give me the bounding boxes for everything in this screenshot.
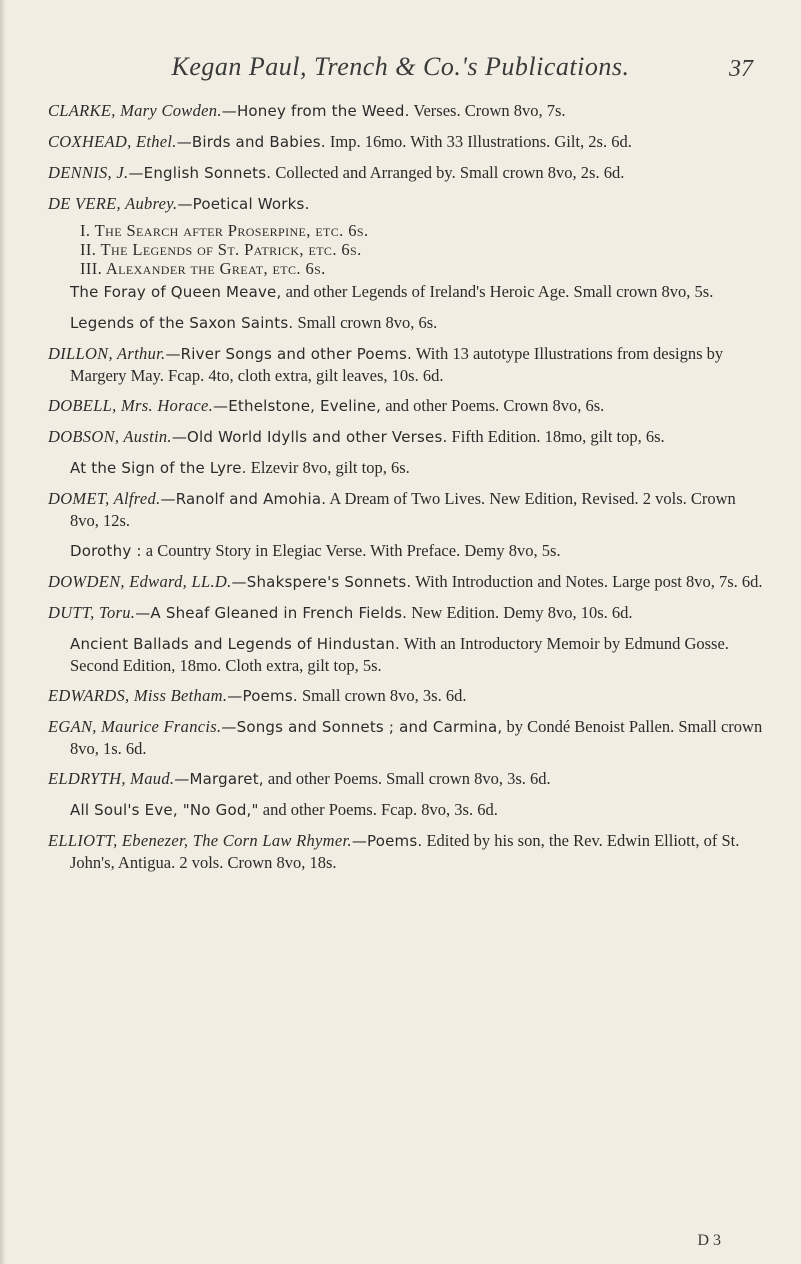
publication-details: Imp. 16mo. With 33 Illustrations. Gilt, 2s. 6d. <box>325 132 632 151</box>
author-name: COXHEAD, Ethel. <box>48 132 177 151</box>
work-title: —Birds and Babies. <box>176 133 326 151</box>
publication-details: With 13 autotype Illustrations from designs by Margery May. Fcap. 4to, cloth extra, gilt leaves, 10s. 6d. <box>70 344 724 385</box>
publication-entry <box>48 395 764 417</box>
publication-entry <box>48 602 764 624</box>
publication-details: and other Legends of Ireland's Heroic Age. Small crown 8vo, 5s. <box>281 282 714 301</box>
work-title: —Ranolf and Amohia. <box>160 490 327 508</box>
publication-details: Collected and Arranged by. Small crown 8vo, 2s. 6d. <box>271 163 625 182</box>
author-name: ELDRYTH, Maud. <box>48 769 175 788</box>
work-title: At the Sign of the Lyre. <box>70 459 247 477</box>
author-name: EGAN, Maurice Francis. <box>48 717 222 736</box>
author-name: DENNIS, J. <box>48 163 129 182</box>
work-title: —Poems. <box>227 687 298 705</box>
publication-entry <box>48 100 764 122</box>
work-title: —Poetical Works. <box>177 195 310 213</box>
author-name: DOWDEN, Edward, LL.D. <box>48 572 232 591</box>
publication-details: A Dream of Two Lives. New Edition, Revised. 2 vols. Crown 8vo, 12s. <box>70 489 736 530</box>
volume-label: III. Alexander the Great, etc. 6s. <box>80 259 326 278</box>
publication-entry <box>48 343 764 386</box>
publication-entry <box>48 540 764 562</box>
volume-label: I. The Search after Proserpine, etc. 6s. <box>80 221 369 240</box>
work-title: —Ethelstone, Eveline, <box>213 397 382 415</box>
publication-entry <box>48 281 764 303</box>
publication-details: and other Poems. Small crown 8vo, 3s. 6d. <box>263 769 551 788</box>
publication-details: With an Introductory Memoir by Edmund Gosse. Second Edition, 18mo. Cloth extra, gilt top, 5s. <box>70 634 729 675</box>
publication-entry <box>48 830 764 873</box>
publication-entry <box>48 716 764 759</box>
volume-label: II. The Legends of St. Patrick, etc. 6s. <box>80 240 362 259</box>
publication-entry <box>48 162 764 184</box>
publication-details: Verses. Crown 8vo, 7s. <box>409 101 566 120</box>
publication-entry <box>48 799 764 821</box>
publication-details: Edited by his son, the Rev. Edwin Elliott, of St. John's, Antigua. 2 vols. Crown 8vo, 18s. <box>70 831 740 872</box>
author-name: DOBSON, Austin. <box>48 427 172 446</box>
author-name: DOBELL, Mrs. Horace. <box>48 396 214 415</box>
publication-entry <box>48 457 764 479</box>
publication-details: by Condé Benoist Pallen. Small crown 8vo, 1s. 6d. <box>70 717 763 758</box>
author-name: DILLON, Arthur. <box>48 344 166 363</box>
work-title: Ancient Ballads and Legends of Hindustan. <box>70 635 400 653</box>
work-title: —Old World Idylls and other Verses. <box>171 428 448 446</box>
publication-details: Small crown 8vo, 6s. <box>293 313 438 332</box>
publication-details: and other Poems. Crown 8vo, 6s. <box>381 396 605 415</box>
volume-subentry <box>48 239 764 260</box>
publication-entry <box>48 426 764 448</box>
publication-entry <box>48 488 764 531</box>
author-name: ELLIOTT, Ebenezer, The Corn Law Rhymer. <box>48 831 352 850</box>
publication-entry <box>48 312 764 334</box>
publication-entry <box>48 193 764 215</box>
page-number: 37 <box>729 56 753 82</box>
publication-details: Fifth Edition. 18mo, gilt top, 6s. <box>447 427 665 446</box>
publication-entry <box>48 768 764 790</box>
running-head: Kegan Paul, Trench & Co.'s Publications. <box>171 52 630 81</box>
publication-entry <box>48 685 764 707</box>
author-name: DOMET, Alfred. <box>48 489 161 508</box>
publication-details: a Country Story in Elegiac Verse. With Preface. Demy 8vo, 5s. <box>141 541 561 560</box>
work-title: Dorothy : <box>70 542 142 560</box>
work-title: —English Sonnets. <box>128 164 272 182</box>
signature-mark: D 3 <box>697 1232 721 1249</box>
publication-details: Elzevir 8vo, gilt top, 6s. <box>246 458 410 477</box>
work-title: Legends of the Saxon Saints. <box>70 314 294 332</box>
work-title: —Margaret, <box>174 770 264 788</box>
author-name: CLARKE, Mary Cowden. <box>48 101 222 120</box>
page-spine-shadow <box>0 0 6 1264</box>
work-title: The Foray of Queen Meave, <box>70 283 282 301</box>
publication-entry <box>48 571 764 593</box>
page-header <box>0 52 801 92</box>
work-title: —A Sheaf Gleaned in French Fields. <box>135 604 408 622</box>
volume-subentry <box>48 220 764 241</box>
work-title: —River Songs and other Poems. <box>165 345 413 363</box>
publication-details: New Edition. Demy 8vo, 10s. 6d. <box>407 603 633 622</box>
work-title: —Poems. <box>351 832 423 850</box>
work-title: —Honey from the Weed. <box>221 102 410 120</box>
volume-subentry <box>48 258 764 279</box>
publication-details: With Introduction and Notes. Large post 8vo, 7s. 6d. <box>411 572 763 591</box>
publication-details: Small crown 8vo, 3s. 6d. <box>297 686 467 705</box>
publication-list <box>48 100 764 882</box>
author-name: DUTT, Toru. <box>48 603 136 622</box>
publication-details: and other Poems. Fcap. 8vo, 3s. 6d. <box>258 800 498 819</box>
work-title: —Songs and Sonnets ; and Carmina, <box>221 718 503 736</box>
publication-entry <box>48 131 764 153</box>
author-name: EDWARDS, Miss Betham. <box>48 686 228 705</box>
work-title: —Shakspere's Sonnets. <box>231 573 412 591</box>
author-name: DE VERE, Aubrey. <box>48 194 178 213</box>
publication-entry <box>48 633 764 676</box>
work-title: All Soul's Eve, "No God," <box>70 801 259 819</box>
